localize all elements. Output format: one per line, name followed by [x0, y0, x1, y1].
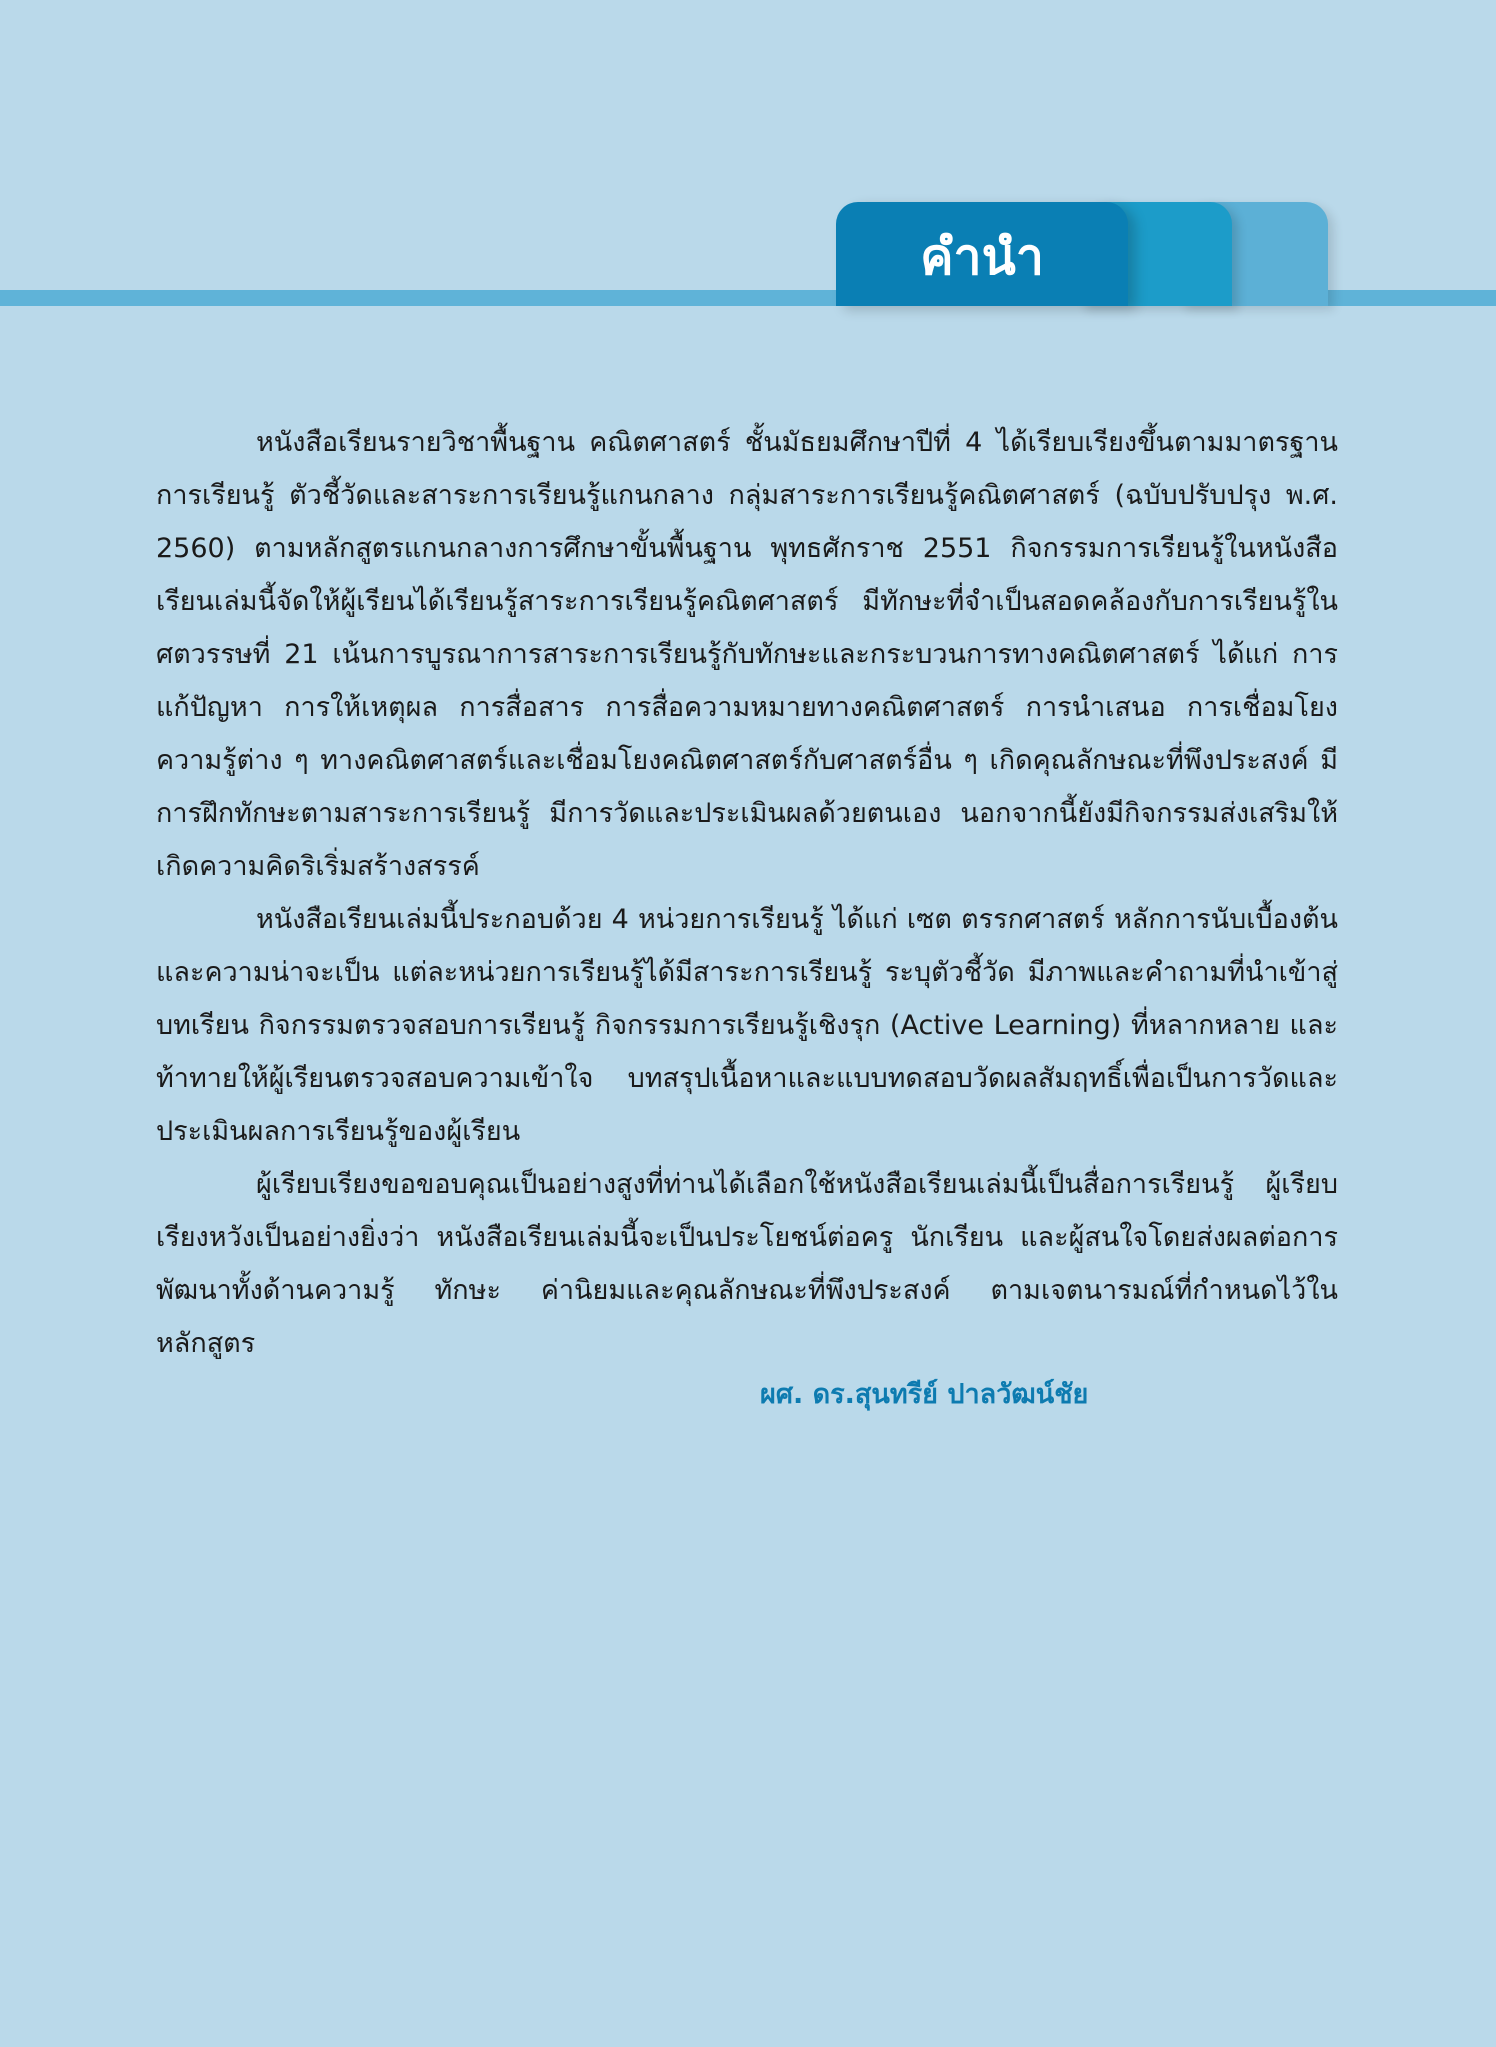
- page-title: คำนำ: [920, 228, 1044, 286]
- author-signature: ผศ. ดร.สุนทรีย์ ปาลวัฒน์ชัย: [760, 1379, 1089, 1410]
- preface-paragraph-3: ผู้เรียบเรียงขอขอบคุณเป็นอย่างสูงที่ท่านได้เลือกใช้หนังสือเรียนเล่มนี้เป็นสื่อการเรียนรู้ ผู้เรียบเรียงหวังเป็นอย่างยิ่งว่า หนังสือเรียนเล่มนี้จะเป็นประโยชน์ต่อครู นักเรียน และผู้สนใจโดยส่งผลต่อการพัฒนาทั้งด้านความรู้ ทักษะ ค่านิยมและคุณลักษณะที่พึงประสงค์ ตามเจตนารมณ์ที่กำหนดไว้ในหลักสูตร: [156, 1169, 1338, 1359]
- preface-body: [156, 416, 1338, 1370]
- preface-paragraph-2: หนังสือเรียนเล่มนี้ประกอบด้วย 4 หน่วยการเรียนรู้ ได้แก่ เซต ตรรกศาสตร์ หลักการนับเบื้องต้น และความน่าจะเป็น แต่ละหน่วยการเรียนรู้ได้มีสาระการเรียนรู้ ระบุตัวชี้วัด มีภาพและคำถามที่นำเข้าสู่บทเรียน กิจกรรมตรวจสอบการเรียนรู้ กิจกรรมการเรียนรู้เชิงรุก (Active Learning) ที่หลากหลาย และท้าทายให้ผู้เรียนตรวจสอบความเข้าใจ บทสรุปเนื้อหาและแบบทดสอบวัดผลสัมฤทธิ์เพื่อเป็นการวัดและประเมินผลการเรียนรู้ของผู้เรียน: [156, 904, 1338, 1147]
- preface-paragraph-1: หนังสือเรียนรายวิชาพื้นฐาน คณิตศาสตร์ ชั้นมัธยมศึกษาปีที่ 4 ได้เรียบเรียงขึ้นตามมาตรฐานการเรียนรู้ ตัวชี้วัดและสาระการเรียนรู้แกนกลาง กลุ่มสาระการเรียนรู้คณิตศาสตร์ (ฉบับปรับปรุง พ.ศ. 2560) ตามหลักสูตรแกนกลางการศึกษาขั้นพื้นฐาน พุทธศักราช 2551 กิจกรรมการเรียนรู้ในหนังสือเรียนเล่มนี้จัดให้ผู้เรียนได้เรียนรู้สาระการเรียนรู้คณิตศาสตร์ มีทักษะที่จำเป็นสอดคล้องกับการเรียนรู้ในศตวรรษที่ 21 เน้นการบูรณาการสาระการเรียนรู้กับทักษะและกระบวนการทางคณิตศาสตร์ ได้แก่ การแก้ปัญหา การให้เหตุผล การสื่อสาร การสื่อความหมายทางคณิตศาสตร์ การนำเสนอ การเชื่อมโยงความรู้ต่าง ๆ ทางคณิตศาสตร์และเชื่อมโยงคณิตศาสตร์กับศาสตร์อื่น ๆ เกิดคุณลักษณะที่พึงประสงค์ มีการฝึกทักษะตามสาระการเรียนรู้ มีการวัดและประเมินผลด้วยตนเอง นอกจากนี้ยังมีกิจกรรมส่งเสริมให้เกิดความคิดริเริ่มสร้างสรรค์: [156, 427, 1338, 882]
